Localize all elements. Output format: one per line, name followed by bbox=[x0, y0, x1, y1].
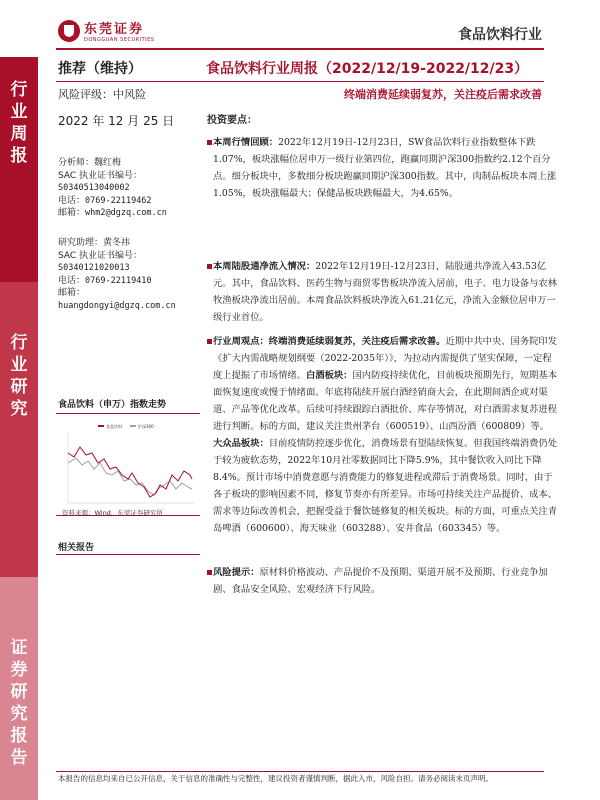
assistant-email[interactable]: huangdongyi@dgzq.com.cn bbox=[58, 300, 176, 311]
risk-level: 风险评级：中风险 bbox=[58, 88, 146, 101]
analyst-name: 魏红梅 bbox=[94, 158, 122, 168]
report-subtitle: 终端消费延续弱复苏，关注疫后需求改善 bbox=[344, 88, 542, 101]
assistant-name: 黄冬祎 bbox=[103, 238, 131, 248]
related-reports: 相关报告 bbox=[58, 543, 95, 553]
assistant-info: 研究助理：黄冬祎 SAC 执业证书编号： S0340121020013 电话：0769-22119410 邮箱： huangdongyi@dgzq.com.cn bbox=[58, 237, 198, 312]
series-food-beverage bbox=[68, 447, 192, 497]
industry-label: 食品饮料行业 bbox=[458, 27, 542, 43]
report-date: 2022 年 12 月 25 日 bbox=[58, 114, 175, 128]
footer-divider bbox=[56, 771, 544, 772]
header-divider bbox=[56, 48, 544, 50]
bullet-icon bbox=[207, 140, 212, 145]
legend-label-1: 食品饮料 bbox=[106, 424, 122, 429]
legend-label-2: 沪深300 bbox=[138, 424, 154, 429]
related-divider bbox=[56, 554, 200, 555]
point-industry-view: 行业周观点：终端消费延续弱复苏，关注疫后需求改善。近期中共中央、国务院印发《扩大内需战略规划纲要（2022-2035年）》，为拉动内需提供了坚实保障，一定程度上提振了市场情绪。白酒板块：国内防疫持续优化，目前板块预期先行，短期基本面恢复速度或慢于情绪面。年底将陆续开展白酒经销商大会，在此期间酒企或对渠道、产品等优化改革。后续可持续跟踪白酒批价、库存等情况，对白酒需求复苏进程进行判断。标的方面，建议关注贵州茅台（600519）、山西汾酒（600809）等。大众品板块：目前疫情防控逐步优化，消费场景有望陆续恢复。但我国终端消费仍处于较为疲软态势，2022年10月社零数据同比下降5.9%，其中餐饮收入同比下降8.4%。预计市场中消费意愿与消费能力的修复进程或滞后于消费场景。同时，由于各子板块的影响因素不同，修复节奏亦有所差异。市场可持续关注产品提价、成本、需求等边际改善机会，把握受益于餐饮链修复的相关板块。标的方面，可重点关注青岛啤酒（600600）、海天味业（603288）、安井食品（603345）等。 bbox=[213, 336, 558, 534]
sidebar-weekly: 行 业 周 报 bbox=[0, 57, 38, 282]
point-market-review: 本周行情回顾：2022年12月19日-12月23日，SW食品饮料行业指数整体下跌1.07%，板块涨幅位居申万一级行业第四位，跑赢同期沪深300指数约2.12个百分点。细分板块中，多数细分板块跑赢同期沪深300指数。其中，肉制品板块本周上涨1.05%，板块涨幅最大；保健品板块跌幅最大，为4.65%。 bbox=[213, 137, 557, 199]
point-northbound-flow: 本周陆股通净流入情况：2022年12月19日-12月23日，陆股通共净流入43.53亿元。其中，食品饮料、医药生物与商贸零售板块净流入居前，电子、电力设备与农林牧渔板块净流出居前。本周食品饮料板块净流入61.21亿元，净流入金额位居申万一级行业首位。 bbox=[213, 261, 557, 323]
sidebar-industry: 行 业 研 究 bbox=[0, 282, 38, 577]
point-risk: 风险提示：原材料价格波动、产品提价不及预期、渠道开展不及预期、行业竞争加剧、食品安全风险、宏观经济下行风险。 bbox=[213, 567, 548, 595]
logo-icon bbox=[58, 20, 80, 42]
title-divider bbox=[56, 81, 544, 82]
logo-english: DONGGUAN SECURITIES bbox=[84, 37, 155, 43]
rating: 推荐（维持） bbox=[58, 61, 142, 77]
bullet-icon bbox=[207, 339, 212, 344]
legend-swatch-2 bbox=[130, 425, 136, 427]
sidebar-research: 证 券 研 究 报 告 bbox=[0, 577, 38, 800]
points-heading: 投资要点： bbox=[207, 115, 257, 126]
report-title: 食品饮料行业周报（2022/12/19-2022/12/23） bbox=[206, 61, 529, 77]
analyst-email[interactable]: whm2@dgzq.com.cn bbox=[85, 208, 167, 218]
disclaimer: 本报告的信息均来自已公开信息，关于信息的准确性与完整性，建议投资者谨慎判断，据此入市，风险自担。请务必阅读末页声明。 bbox=[58, 774, 493, 783]
analyst-info: 分析师：魏红梅 SAC 执业证书编号： S0340513040002 电话：0769-22119462 邮箱：whm2@dgzq.com.cn bbox=[58, 158, 167, 218]
logo-name: 东莞证券 bbox=[84, 22, 145, 37]
chart-source: 资料来源：Wind，东莞证券研究所 bbox=[62, 509, 163, 517]
chart-divider bbox=[56, 413, 200, 414]
chart-title: 食品饮料（申万）指数走势 bbox=[58, 400, 167, 410]
legend-swatch-1 bbox=[98, 425, 104, 427]
company-logo bbox=[58, 18, 154, 43]
bullet-icon bbox=[207, 264, 212, 269]
index-chart bbox=[58, 423, 198, 515]
bullet-icon bbox=[207, 570, 212, 575]
